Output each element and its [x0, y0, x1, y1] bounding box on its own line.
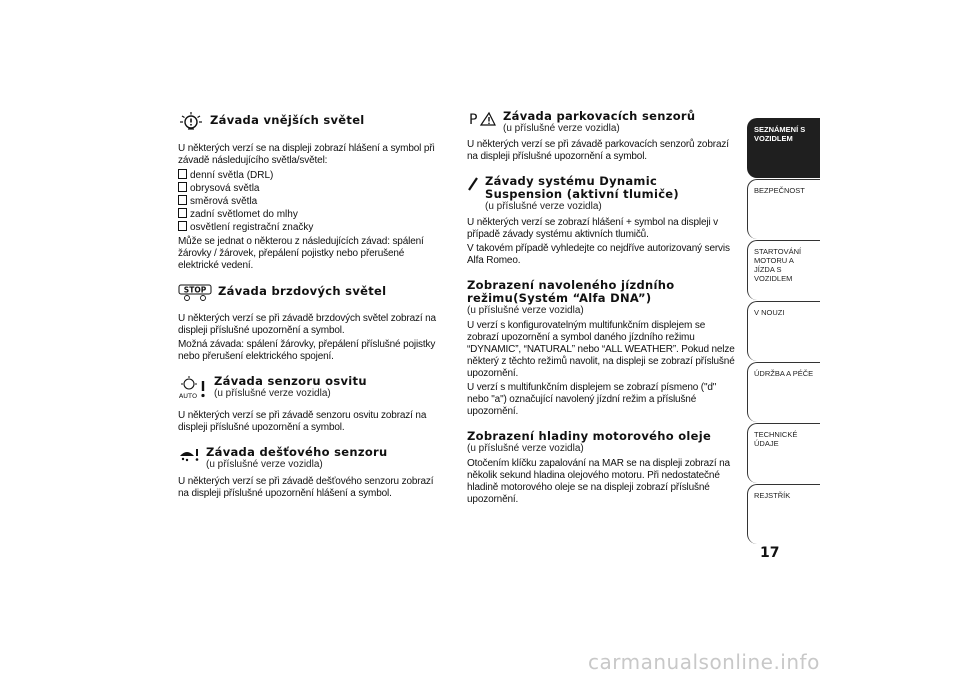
section-title-block — [485, 175, 737, 213]
section-intro: U některých verzí se na displeji zobrazí hlášení a symbol při závadě následujícího světla/světel: — [178, 143, 435, 166]
version-note: (u příslušné verze vozidla) — [467, 305, 584, 316]
watermark: carmanualsonline.info — [588, 650, 820, 674]
checkbox-bullet-icon — [178, 208, 187, 218]
section-title: Závada senzoru osvitu — [214, 374, 367, 388]
section-oil-level-display — [467, 430, 737, 506]
section-brake-lights-fault — [178, 284, 440, 363]
section-paragraph: U některých verzí se při závadě brzdových světel zobrazí na displeji příslušné upozornění a symbol. — [178, 313, 436, 336]
chapter-tabs — [747, 118, 820, 545]
version-note: (u příslušné verze vozidla) — [214, 388, 331, 399]
section-paragraph: U některých verzí se při závadě senzoru osvitu zobrazí na displeji příslušné upozornění a symbol. — [178, 410, 427, 433]
section-rain-sensor-fault — [178, 446, 440, 500]
stop-lamp-icon — [178, 284, 212, 307]
section-header — [467, 175, 737, 213]
section-title: Závada vnějších světel — [210, 113, 365, 127]
section-header — [178, 110, 440, 137]
section-title: Závady systému Dynamic Suspension (aktivní tlumiče) — [485, 174, 679, 201]
section-paragraph: U některých verzí se zobrazí hlášení + symbol na displeji v případě závady systému aktivních tlumičů. — [467, 217, 718, 240]
section-paragraph: Otočením klíčku zapalování na MAR se na displeji zobrazí na několik sekund hladina olejového motoru. Při nedostatečné hladině motorového oleje se na displeji zobrazí příslušné upozornění. — [467, 458, 730, 505]
tab-index[interactable]: REJSTŘÍK — [747, 484, 820, 544]
section-header — [178, 375, 440, 406]
section-paragraph: U verzí s konfigurovatelným multifunkčním displejem se zobrazí upozornění a symbol daného jízdního režimu “DYNAMIC”, “NATURAL” nebo “ALL WEATHER”. Pokud nelze některý z těchto režimů navolit, na displeji se zobrazí příslušné upozornění. — [467, 320, 735, 379]
checkbox-bullet-icon — [178, 169, 187, 179]
auto-icon-label: AUTO — [178, 392, 198, 400]
list-item: směrová světla — [178, 195, 440, 208]
suspension-fault-icon — [467, 175, 479, 198]
rain-sensor-icon — [178, 446, 200, 467]
section-paragraph: V takovém případě vyhledejte co nejdříve autorizovaný servis Alfa Romeo. — [467, 243, 730, 266]
parking-sensor-icon — [467, 110, 497, 133]
tab-emergency[interactable]: V NOUZI — [747, 301, 820, 361]
tab-safety[interactable]: BEZPEČNOST — [747, 179, 820, 239]
section-header — [178, 284, 440, 307]
section-title: Závada dešťového senzoru — [206, 445, 388, 459]
lights-list — [178, 169, 440, 234]
section-header — [178, 446, 440, 471]
left-column — [178, 110, 440, 512]
tab-vehicle-intro[interactable]: SEZNÁMENÍ S VOZIDLEM — [747, 118, 820, 178]
section-light-sensor-fault — [178, 375, 440, 434]
checkbox-bullet-icon — [178, 195, 187, 205]
section-paragraph: U některých verzí se při závadě parkovacích senzorů zobrazí na displeji příslušné upozornění a symbol. — [467, 139, 729, 162]
section-drive-mode-display — [467, 279, 737, 418]
version-note: (u příslušné verze vozidla) — [485, 201, 602, 212]
parking-icon-label: P — [469, 112, 478, 128]
bulb-fault-icon — [178, 110, 204, 137]
version-note: (u příslušné verze vozidla) — [467, 443, 584, 454]
section-title-block — [206, 446, 388, 471]
right-column — [467, 110, 737, 518]
section-title-block — [214, 375, 367, 400]
tab-technical-data[interactable]: TECHNICKÉ ÚDAJE — [747, 423, 820, 483]
section-parking-sensors-fault — [467, 110, 737, 163]
tab-starting-driving[interactable]: STARTOVÁNÍ MOTORU A JÍZDA S VOZIDLEM — [747, 240, 820, 300]
section-title: Závada parkovacích senzorů — [503, 109, 696, 123]
section-paragraph: Možná závada: spálení žárovky, přepálení příslušné pojistky nebo přerušení elektrického spojení. — [178, 339, 436, 362]
section-dynamic-suspension-fault — [467, 175, 737, 267]
page-number: 17 — [760, 545, 780, 561]
list-item: osvětlení registrační značky — [178, 221, 440, 234]
checkbox-bullet-icon — [178, 182, 187, 192]
stop-icon-label: STOP — [183, 285, 207, 295]
section-exterior-lights-fault — [178, 110, 440, 272]
section-header — [467, 110, 737, 135]
section-title-block — [503, 110, 695, 135]
section-title: Závada brzdových světel — [218, 284, 387, 298]
version-note: (u příslušné verze vozidla) — [206, 459, 323, 470]
section-paragraph: U verzí s multifunkčním displejem se zobrazí písmeno ("d" nebo "a") označující navolený jízdní režim a příslušné upozornění. — [467, 382, 717, 417]
section-title: Zobrazení hladiny motorového oleje — [467, 429, 712, 443]
list-item: denní světla (DRL) — [178, 169, 440, 182]
section-outro: Může se jednat o některou z následujících závad: spálení žárovky / žárovek, přepálení pojistky nebo přerušené elektrické vedení. — [178, 236, 424, 271]
section-paragraph: U některých verzí se při závadě dešťového senzoru zobrazí na displeji příslušné upozornění hlášení a symbol. — [178, 476, 434, 499]
list-item: zadní světlomet do mlhy — [178, 208, 440, 221]
section-title: Zobrazení navoleného jízdního režimu(Systém “Alfa DNA”) — [467, 278, 675, 305]
tab-maintenance[interactable]: ÚDRŽBA A PÉČE — [747, 362, 820, 422]
auto-light-sensor-icon — [178, 375, 208, 406]
version-note: (u příslušné verze vozidla) — [503, 123, 620, 134]
list-item: obrysová světla — [178, 182, 440, 195]
checkbox-bullet-icon — [178, 221, 187, 231]
